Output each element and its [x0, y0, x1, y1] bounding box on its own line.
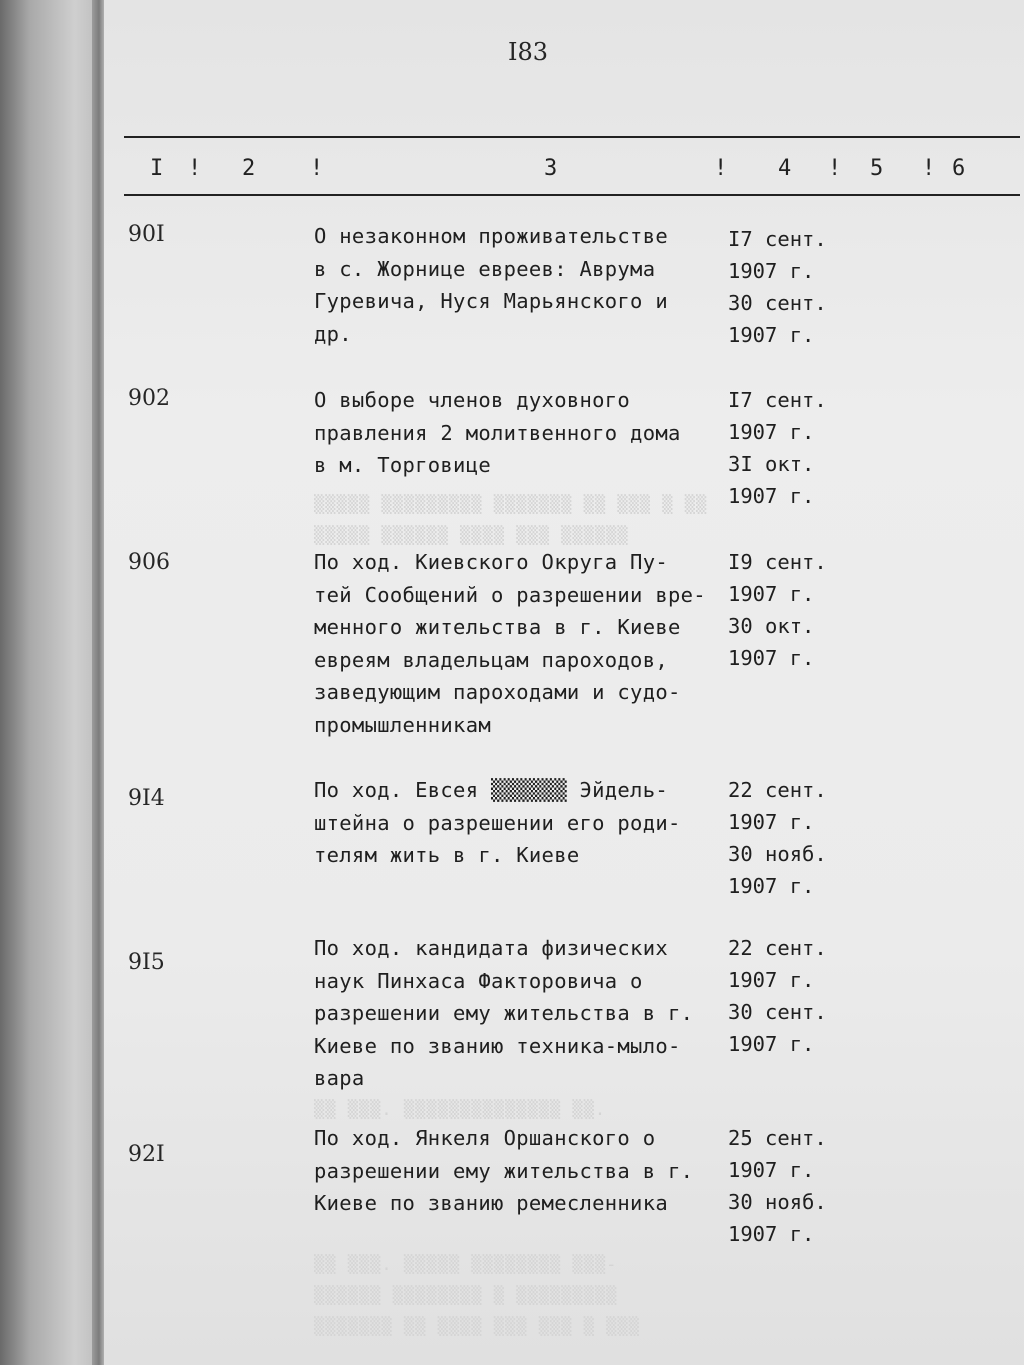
date-line: I9 сент.: [728, 550, 827, 574]
column-separator: !: [714, 156, 728, 181]
date-line: 1907 г.: [728, 874, 815, 898]
description-line: в м. Торговице: [314, 453, 491, 477]
date-line: 1907 г.: [728, 420, 815, 444]
column-header: 4: [778, 156, 792, 181]
column-header: I: [150, 156, 164, 181]
description-line: По ход. Евсея ▒▒▒▒▒▒ Эйдель-: [314, 778, 668, 802]
date-line: 3I окт.: [728, 452, 815, 476]
record-description: [314, 384, 724, 482]
document-page: [104, 0, 1024, 1365]
date-line: 1907 г.: [728, 968, 815, 992]
description-line: заведующим пароходами и судо-: [314, 680, 681, 704]
header-top-rule: [124, 136, 1020, 138]
record-number: 9I5: [128, 950, 165, 975]
column-separator: !: [310, 156, 324, 181]
description-line: По ход. кандидата физических: [314, 936, 668, 960]
date-line: 1907 г.: [728, 582, 815, 606]
description-line: По ход. Янкеля Оршанского о: [314, 1126, 656, 1150]
description-line: в с. Жорнице евреев: Аврума: [314, 256, 656, 281]
date-line: 1907 г.: [728, 646, 815, 670]
date-line: 25 сент.: [728, 1126, 827, 1150]
description-line: разрешении ему жительства в г.: [314, 1158, 694, 1183]
description-line: др.: [314, 321, 352, 346]
description-line: менного жительства в г. Киеве: [314, 615, 681, 639]
bleed-through-text: ▒▒ ▒▒▒. ▒▒▒▒▒▒▒▒▒▒▒▒▒▒ ▒▒.: [314, 1100, 607, 1120]
column-separator: !: [188, 156, 202, 181]
header-bottom-rule: [124, 194, 1020, 196]
record-dates: [728, 546, 827, 674]
description-line: промышленникам: [314, 712, 491, 737]
column-header: 3: [544, 156, 558, 181]
record-dates: [728, 1122, 827, 1250]
date-line: 30 сент.: [728, 291, 827, 315]
description-line: разрешении ему жительства в г.: [314, 1001, 694, 1025]
date-line: 1907 г.: [728, 810, 815, 834]
date-line: 30 окт.: [728, 614, 815, 638]
description-line: правления 2 молитвенного дома: [314, 420, 681, 445]
date-line: 22 сент.: [728, 936, 827, 960]
date-line: 30 сент.: [728, 1000, 827, 1024]
date-line: 30 нояб.: [728, 1190, 827, 1214]
record-description: [314, 774, 724, 872]
date-line: 30 нояб.: [728, 842, 827, 866]
description-line: О выборе членов духовного: [314, 388, 631, 412]
description-line: Гуревича, Нуся Марьянского и: [314, 289, 668, 313]
record-number: 902: [128, 386, 170, 411]
date-line: 22 сент.: [728, 778, 827, 802]
column-separator: !: [922, 156, 936, 181]
description-line: евреям владельцам пароходов,: [314, 647, 668, 672]
record-number: 9I4: [128, 786, 165, 811]
column-header: 5: [870, 156, 884, 181]
page-number: I83: [508, 38, 549, 66]
description-line: наук Пинхаса Факторовича о: [314, 968, 643, 993]
column-header: 6: [952, 156, 966, 181]
description-line: Киеве по званию ремесленника: [314, 1191, 668, 1215]
description-line: вара: [314, 1066, 365, 1090]
description-line: По ход. Киевского Округа Пу-: [314, 550, 668, 574]
record-description: [314, 1122, 724, 1220]
date-line: I7 сент.: [728, 388, 827, 412]
record-number: 906: [128, 550, 170, 575]
date-line: I7 сент.: [728, 227, 827, 251]
record-description: [314, 220, 724, 350]
column-header: 2: [242, 156, 256, 181]
facing-page-edge: [0, 0, 100, 1365]
description-line: тей Сообщений о разрешении вре-: [314, 582, 706, 607]
record-description: [314, 546, 724, 741]
bleed-through-text: ▒▒▒▒▒ ▒▒▒▒▒▒▒▒▒ ▒▒▒▒▒▒▒ ▒▒ ▒▒▒ ▒ ▒▒ ▒▒▒▒▒ ▒▒▒▒▒▒ ▒▒▒▒ ▒▒▒ ▒▒▒▒▒▒: [314, 495, 708, 546]
record-number: 90I: [128, 222, 165, 247]
date-line: 1907 г.: [728, 1158, 815, 1182]
description-line: штейна о разрешении его роди-: [314, 810, 681, 835]
column-separator: !: [828, 156, 842, 181]
record-number: 92I: [128, 1142, 165, 1167]
description-line: Киеве по званию техника-мыло-: [314, 1033, 681, 1058]
date-line: 1907 г.: [728, 484, 815, 508]
record-dates: [728, 932, 827, 1060]
description-line: телям жить в г. Киеве: [314, 843, 580, 867]
date-line: 1907 г.: [728, 1032, 815, 1056]
date-line: 1907 г.: [728, 323, 815, 347]
record-dates: [728, 223, 827, 351]
description-line: О незаконном проживательстве: [314, 224, 668, 248]
bleed-through-text: ▒▒ ▒▒▒. ▒▒▒▒▒ ▒▒▒▒▒▒▒▒ ▒▒▒- ▒▒▒▒▒▒ ▒▒▒▒▒▒▒▒ ▒ ▒▒▒▒▒▒▒▒▒ ▒▒▒▒▒▒▒ ▒▒ ▒▒▒▒ ▒▒▒ ▒▒▒ ▒ ▒▒▒: [314, 1255, 640, 1337]
date-line: 1907 г.: [728, 259, 815, 283]
date-line: 1907 г.: [728, 1222, 815, 1246]
record-dates: [728, 384, 827, 512]
record-dates: [728, 774, 827, 902]
record-description: [314, 932, 724, 1095]
